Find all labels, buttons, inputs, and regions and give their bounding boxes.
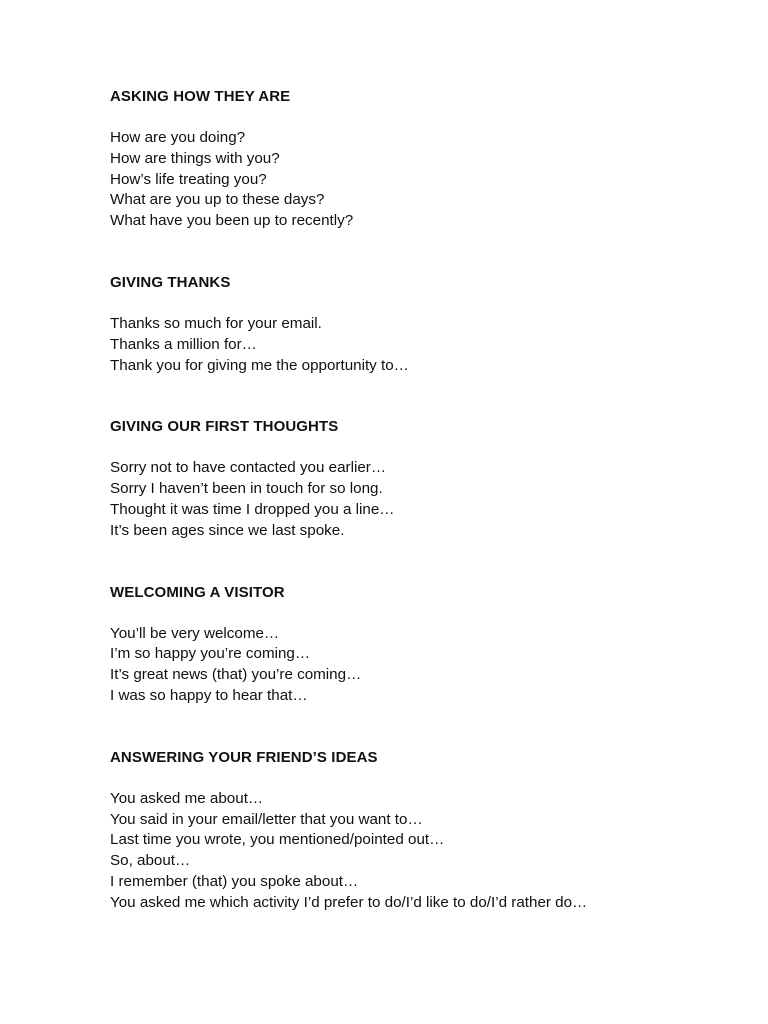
- section-heading: GIVING OUR FIRST THOUGHTS: [110, 418, 339, 436]
- phrase-line: How are you doing?: [110, 129, 246, 146]
- phrase-line: So, about…: [110, 852, 191, 870]
- phrase-list: [110, 128, 710, 232]
- phrase-line: It’s been ages since we last spoke.: [110, 521, 345, 539]
- phrase-list: [110, 789, 710, 914]
- section-giving-thanks: [110, 273, 710, 376]
- phrase-list: [110, 624, 710, 707]
- phrase-line: It’s great news (that) you’re coming…: [110, 666, 362, 684]
- phrase-line: You asked me which activity I’d prefer to do/I’d like to do/I’d rather do…: [110, 893, 588, 911]
- phrase-line: I was so happy to hear that…: [110, 686, 308, 704]
- phrase-line: You said in your email/letter that you want to…: [110, 810, 423, 828]
- phrase-line: You asked me about…: [110, 789, 264, 807]
- section-heading: GIVING THANKS: [110, 273, 231, 291]
- phrase-line: Thanks so much for your email.: [110, 314, 322, 332]
- phrase-line: Thank you for giving me the opportunity to…: [110, 356, 409, 374]
- section-asking-how-they-are: [110, 87, 710, 232]
- phrase-line: What have you been up to recently?: [110, 212, 354, 230]
- phrase-line: How’s life treating you?: [110, 170, 267, 188]
- section-giving-our-first-thoughts: [110, 417, 710, 541]
- section-heading: WELCOMING A VISITOR: [110, 583, 285, 601]
- phrase-line: I’m so happy you’re coming…: [110, 645, 311, 663]
- phrase-line: How are things with you?: [110, 149, 280, 167]
- phrase-line: Last time you wrote, you mentioned/pointed out…: [110, 831, 445, 849]
- phrase-line: What are you up to these days?: [110, 191, 325, 209]
- phrase-line: Thanks a million for…: [110, 335, 257, 353]
- phrase-list: [110, 458, 710, 541]
- section-welcoming-a-visitor: [110, 583, 710, 707]
- phrase-line: Sorry not to have contacted you earlier…: [110, 459, 387, 477]
- phrase-line: Sorry I haven’t been in touch for so long.: [110, 480, 383, 498]
- phrase-line: You’ll be very welcome…: [110, 624, 280, 642]
- section-answering-your-friends-ideas: [110, 748, 710, 914]
- phrase-list: [110, 314, 710, 376]
- phrase-line: Thought it was time I dropped you a line…: [110, 500, 395, 518]
- document-content: [110, 87, 710, 955]
- phrase-line: I remember (that) you spoke about…: [110, 872, 359, 890]
- section-heading: ASKING HOW THEY ARE: [110, 88, 291, 105]
- section-heading: ANSWERING YOUR FRIEND’S IDEAS: [110, 748, 378, 766]
